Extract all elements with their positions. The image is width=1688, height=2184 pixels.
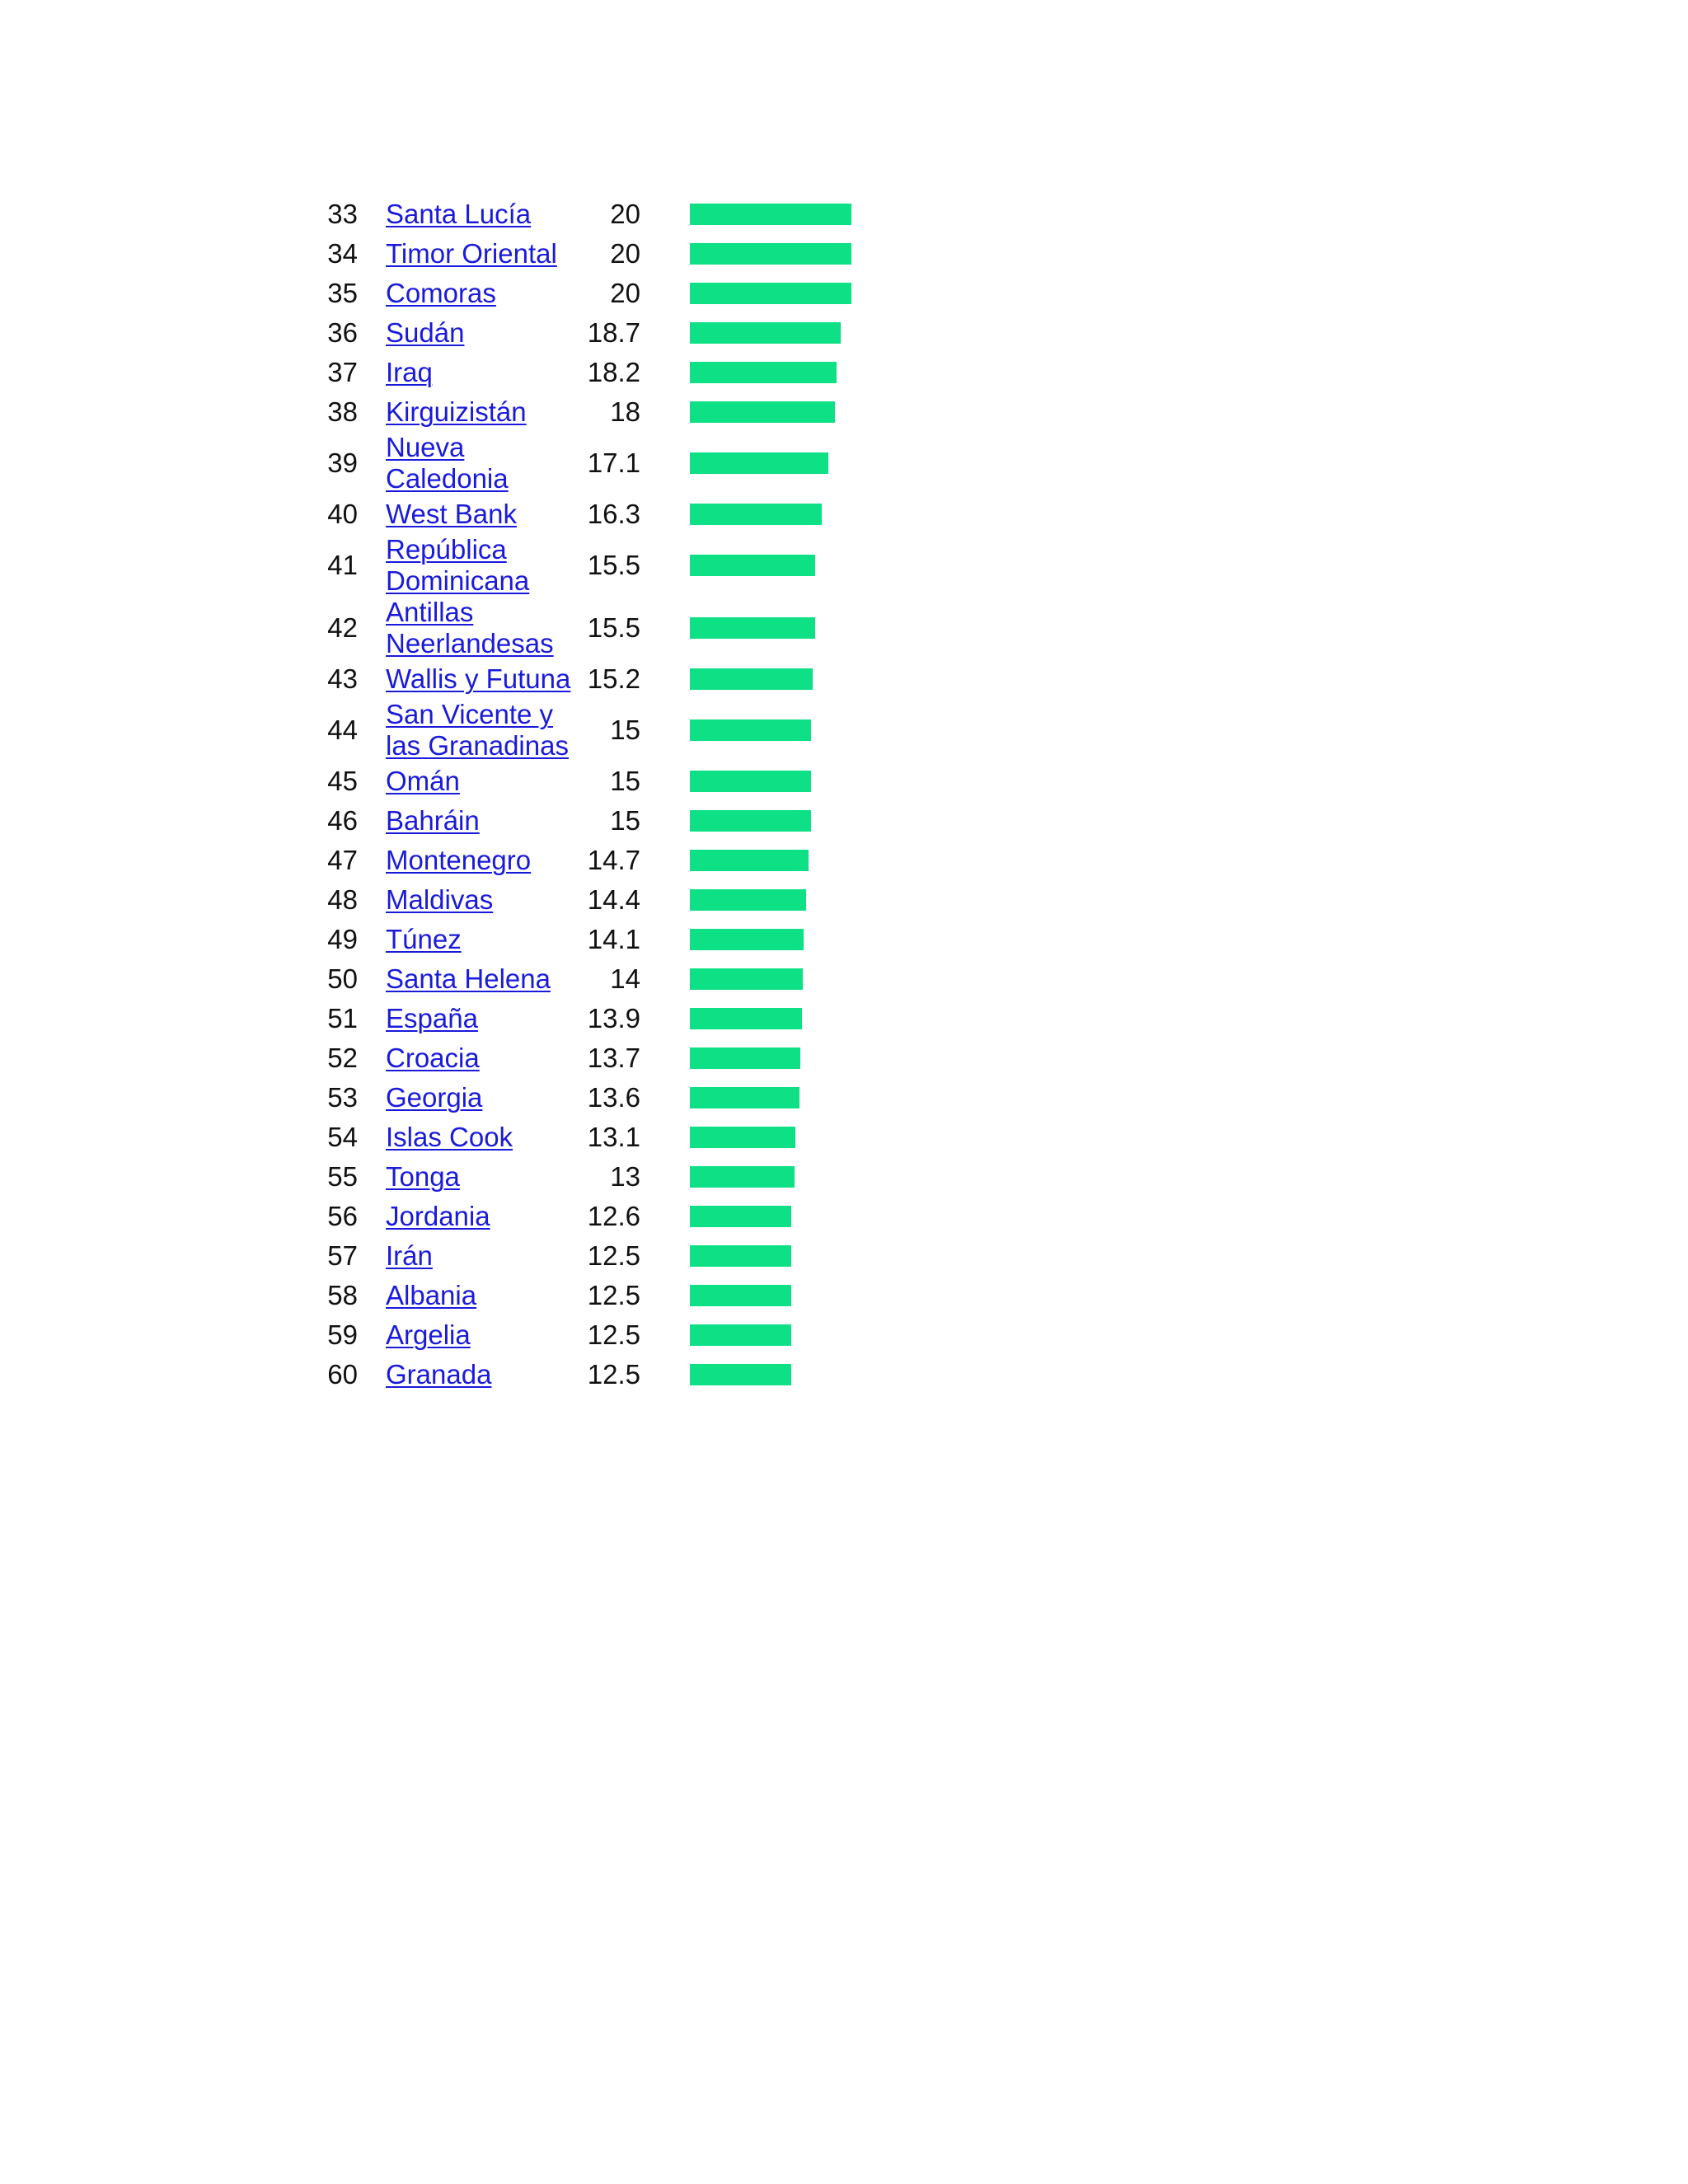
- country-link[interactable]: Nueva Caledonia: [386, 432, 509, 494]
- table-row: [305, 353, 937, 392]
- country-link[interactable]: Albania: [386, 1280, 477, 1310]
- value-cell: [586, 1315, 640, 1355]
- rank-number: 36: [327, 317, 358, 348]
- rank-number: 56: [327, 1201, 358, 1231]
- bar-cell: [640, 1038, 937, 1078]
- country-cell: [386, 494, 586, 534]
- bar-cell: [640, 920, 937, 959]
- value-cell: [586, 1197, 640, 1236]
- value-bar: [690, 1047, 800, 1069]
- value-bar: [690, 322, 841, 344]
- table-row: [305, 1078, 937, 1118]
- table-row: [305, 392, 937, 432]
- value-bar: [690, 771, 811, 792]
- value-cell: [586, 313, 640, 353]
- country-link[interactable]: Maldivas: [386, 884, 494, 915]
- value-bar: [690, 1285, 791, 1306]
- country-cell: [386, 999, 586, 1038]
- country-link[interactable]: Túnez: [386, 924, 462, 954]
- value-text: 20: [610, 278, 640, 308]
- bar-cell: [640, 313, 937, 353]
- value-cell: [586, 1157, 640, 1197]
- bar-cell: [640, 1118, 937, 1157]
- value-cell: [586, 1276, 640, 1315]
- table-row: [305, 274, 937, 313]
- value-text: 20: [610, 238, 640, 269]
- value-text: 18: [610, 396, 640, 427]
- rank-number: 43: [327, 663, 358, 694]
- value-text: 13: [610, 1161, 640, 1192]
- value-text: 20: [610, 199, 640, 229]
- value-bar: [690, 283, 851, 304]
- value-cell: [586, 1078, 640, 1118]
- table-row: [305, 920, 937, 959]
- value-cell: [586, 392, 640, 432]
- country-link[interactable]: Kirguizistán: [386, 396, 527, 427]
- value-cell: [586, 999, 640, 1038]
- country-cell: [386, 699, 586, 762]
- value-bar: [690, 362, 837, 383]
- country-link[interactable]: Sudán: [386, 317, 465, 348]
- value-cell: [586, 920, 640, 959]
- value-text: 13.1: [587, 1122, 640, 1152]
- table-row: [305, 313, 937, 353]
- value-cell: [586, 801, 640, 841]
- bar-cell: [640, 959, 937, 999]
- rank-number: 53: [327, 1082, 358, 1113]
- value-bar: [690, 504, 822, 525]
- table-row: [305, 1315, 937, 1355]
- rank-number: 49: [327, 924, 358, 954]
- value-bar: [690, 1324, 791, 1346]
- rank-number: 60: [327, 1359, 358, 1390]
- value-cell: [586, 494, 640, 534]
- bar-cell: [640, 432, 937, 494]
- value-bar: [690, 1364, 791, 1385]
- country-link[interactable]: Argelia: [386, 1319, 471, 1350]
- value-cell: [586, 699, 640, 762]
- value-bar: [690, 1206, 791, 1227]
- value-text: 12.5: [587, 1319, 640, 1350]
- rank-number: 34: [327, 238, 358, 269]
- country-cell: [386, 1078, 586, 1118]
- value-text: 15.5: [587, 612, 640, 643]
- country-cell: [386, 762, 586, 801]
- rank-number: 55: [327, 1161, 358, 1192]
- table-row: [305, 597, 937, 659]
- country-link[interactable]: España: [386, 1003, 478, 1033]
- country-cell: [386, 274, 586, 313]
- bar-cell: [640, 1236, 937, 1276]
- bar-cell: [640, 801, 937, 841]
- country-link[interactable]: Omán: [386, 766, 460, 796]
- value-cell: [586, 432, 640, 494]
- bar-cell: [640, 699, 937, 762]
- rank-number: 40: [327, 499, 358, 529]
- value-text: 18.2: [587, 357, 640, 387]
- rank-number: 44: [327, 715, 358, 745]
- value-bar: [690, 555, 815, 576]
- bar-cell: [640, 1315, 937, 1355]
- table-row: [305, 1355, 937, 1394]
- bar-cell: [640, 392, 937, 432]
- table-row: [305, 494, 937, 534]
- value-cell: [586, 1038, 640, 1078]
- value-cell: [586, 1355, 640, 1394]
- country-cell: [386, 841, 586, 880]
- rank-number: 47: [327, 845, 358, 875]
- country-cell: [386, 880, 586, 920]
- table-row: [305, 534, 937, 597]
- country-cell: [386, 432, 586, 494]
- country-cell: [386, 1236, 586, 1276]
- rank-number: 42: [327, 612, 358, 643]
- table-row: [305, 762, 937, 801]
- value-cell: [586, 959, 640, 999]
- country-cell: [386, 313, 586, 353]
- rank-number: 50: [327, 963, 358, 994]
- country-cell: [386, 1355, 586, 1394]
- bar-cell: [640, 353, 937, 392]
- value-text: 14: [610, 963, 640, 994]
- value-cell: [586, 353, 640, 392]
- rank-number: 58: [327, 1280, 358, 1310]
- table-row: [305, 880, 937, 920]
- bar-cell: [640, 841, 937, 880]
- value-bar: [690, 1008, 802, 1029]
- rank-number: 59: [327, 1319, 358, 1350]
- country-cell: [386, 959, 586, 999]
- table-row: [305, 1236, 937, 1276]
- rank-number: 51: [327, 1003, 358, 1033]
- value-text: 14.1: [587, 924, 640, 954]
- value-bar: [690, 1087, 799, 1108]
- country-cell: [386, 597, 586, 659]
- rank-number: 35: [327, 278, 358, 308]
- table-row: [305, 841, 937, 880]
- country-link[interactable]: San Vicente y las Granadinas: [386, 699, 569, 761]
- bar-cell: [640, 597, 937, 659]
- country-link[interactable]: Santa Helena: [386, 963, 551, 994]
- value-bar: [690, 243, 851, 265]
- value-text: 12.5: [587, 1280, 640, 1310]
- country-link[interactable]: Granada: [386, 1359, 492, 1390]
- bar-cell: [640, 234, 937, 274]
- country-link[interactable]: Santa Lucía: [386, 199, 532, 229]
- value-text: 12.5: [587, 1359, 640, 1390]
- bar-cell: [640, 762, 937, 801]
- value-text: 18.7: [587, 317, 640, 348]
- country-link[interactable]: Comoras: [386, 278, 496, 308]
- rank-number: 37: [327, 357, 358, 387]
- value-cell: [586, 234, 640, 274]
- country-cell: [386, 392, 586, 432]
- country-cell: [386, 1315, 586, 1355]
- ranking-body: [305, 194, 937, 1394]
- value-cell: [586, 1118, 640, 1157]
- bar-cell: [640, 659, 937, 699]
- country-cell: [386, 1118, 586, 1157]
- rank-number: 39: [327, 448, 358, 478]
- bar-cell: [640, 274, 937, 313]
- value-bar: [690, 929, 804, 950]
- table-row: [305, 801, 937, 841]
- country-link[interactable]: Antillas Neerlandesas: [386, 597, 554, 658]
- country-link[interactable]: Timor Oriental: [386, 238, 557, 269]
- table-row: [305, 999, 937, 1038]
- value-bar: [690, 1166, 795, 1188]
- table-row: [305, 432, 937, 494]
- value-text: 14.4: [587, 884, 640, 915]
- table-row: [305, 659, 937, 699]
- country-link[interactable]: Georgia: [386, 1082, 483, 1113]
- value-cell: [586, 194, 640, 234]
- bar-cell: [640, 534, 937, 597]
- value-cell: [586, 1236, 640, 1276]
- value-cell: [586, 534, 640, 597]
- value-cell: [586, 880, 640, 920]
- country-link[interactable]: Islas Cook: [386, 1122, 513, 1152]
- country-cell: [386, 534, 586, 597]
- table-row: [305, 234, 937, 274]
- table-row: [305, 1276, 937, 1315]
- value-bar: [690, 810, 811, 832]
- country-cell: [386, 1157, 586, 1197]
- country-link[interactable]: Irán: [386, 1240, 433, 1271]
- table-row: [305, 1118, 937, 1157]
- table-row: [305, 1157, 937, 1197]
- country-cell: [386, 801, 586, 841]
- value-cell: [586, 762, 640, 801]
- value-text: 16.3: [587, 499, 640, 529]
- rank-number: 41: [327, 550, 358, 580]
- country-cell: [386, 1276, 586, 1315]
- value-bar: [690, 452, 828, 474]
- rank-number: 54: [327, 1122, 358, 1152]
- rank-number: 46: [327, 805, 358, 836]
- value-bar: [690, 1245, 791, 1267]
- rank-number: 52: [327, 1043, 358, 1073]
- bar-cell: [640, 1078, 937, 1118]
- value-text: 12.6: [587, 1201, 640, 1231]
- value-bar: [690, 719, 811, 741]
- country-cell: [386, 194, 586, 234]
- bar-cell: [640, 1355, 937, 1394]
- table-row: [305, 1038, 937, 1078]
- country-link[interactable]: Tonga: [386, 1161, 460, 1192]
- value-bar: [690, 204, 851, 225]
- bar-cell: [640, 194, 937, 234]
- country-cell: [386, 234, 586, 274]
- value-cell: [586, 659, 640, 699]
- value-bar: [690, 889, 806, 911]
- rank-number: 38: [327, 396, 358, 427]
- value-text: 15: [610, 766, 640, 796]
- country-link[interactable]: Iraq: [386, 357, 433, 387]
- value-cell: [586, 597, 640, 659]
- rank-number: 33: [327, 199, 358, 229]
- value-text: 12.5: [587, 1240, 640, 1271]
- table-row: [305, 194, 937, 234]
- bar-cell: [640, 999, 937, 1038]
- country-link[interactable]: Croacia: [386, 1043, 480, 1073]
- value-text: 13.9: [587, 1003, 640, 1033]
- country-cell: [386, 659, 586, 699]
- country-cell: [386, 1038, 586, 1078]
- value-text: 15.5: [587, 550, 640, 580]
- value-bar: [690, 1127, 795, 1148]
- bar-cell: [640, 1157, 937, 1197]
- value-text: 14.7: [587, 845, 640, 875]
- value-text: 15: [610, 715, 640, 745]
- bar-cell: [640, 880, 937, 920]
- value-bar: [690, 850, 809, 871]
- country-cell: [386, 1197, 586, 1236]
- bar-cell: [640, 494, 937, 534]
- rank-number: 45: [327, 766, 358, 796]
- bar-cell: [640, 1276, 937, 1315]
- value-text: 13.6: [587, 1082, 640, 1113]
- country-link[interactable]: Bahráin: [386, 805, 480, 836]
- value-bar: [690, 401, 835, 423]
- bar-cell: [640, 1197, 937, 1236]
- country-link[interactable]: West Bank: [386, 499, 517, 529]
- value-bar: [690, 968, 803, 990]
- country-link[interactable]: Montenegro: [386, 845, 532, 875]
- value-text: 15.2: [587, 663, 640, 694]
- rank-number: 57: [327, 1240, 358, 1271]
- country-cell: [386, 920, 586, 959]
- rank-number: 48: [327, 884, 358, 915]
- value-text: 17.1: [587, 448, 640, 478]
- value-text: 15: [610, 805, 640, 836]
- value-bar: [690, 668, 813, 690]
- value-cell: [586, 841, 640, 880]
- country-link[interactable]: Jordania: [386, 1201, 490, 1231]
- table-row: [305, 1197, 937, 1236]
- table-row: [305, 959, 937, 999]
- value-cell: [586, 274, 640, 313]
- country-cell: [386, 353, 586, 392]
- value-text: 13.7: [587, 1043, 640, 1073]
- country-link[interactable]: Wallis y Futuna: [386, 663, 571, 694]
- country-link[interactable]: República Dominicana: [386, 534, 530, 596]
- value-bar: [690, 617, 815, 639]
- ranking-table: [305, 194, 937, 1394]
- table-row: [305, 699, 937, 762]
